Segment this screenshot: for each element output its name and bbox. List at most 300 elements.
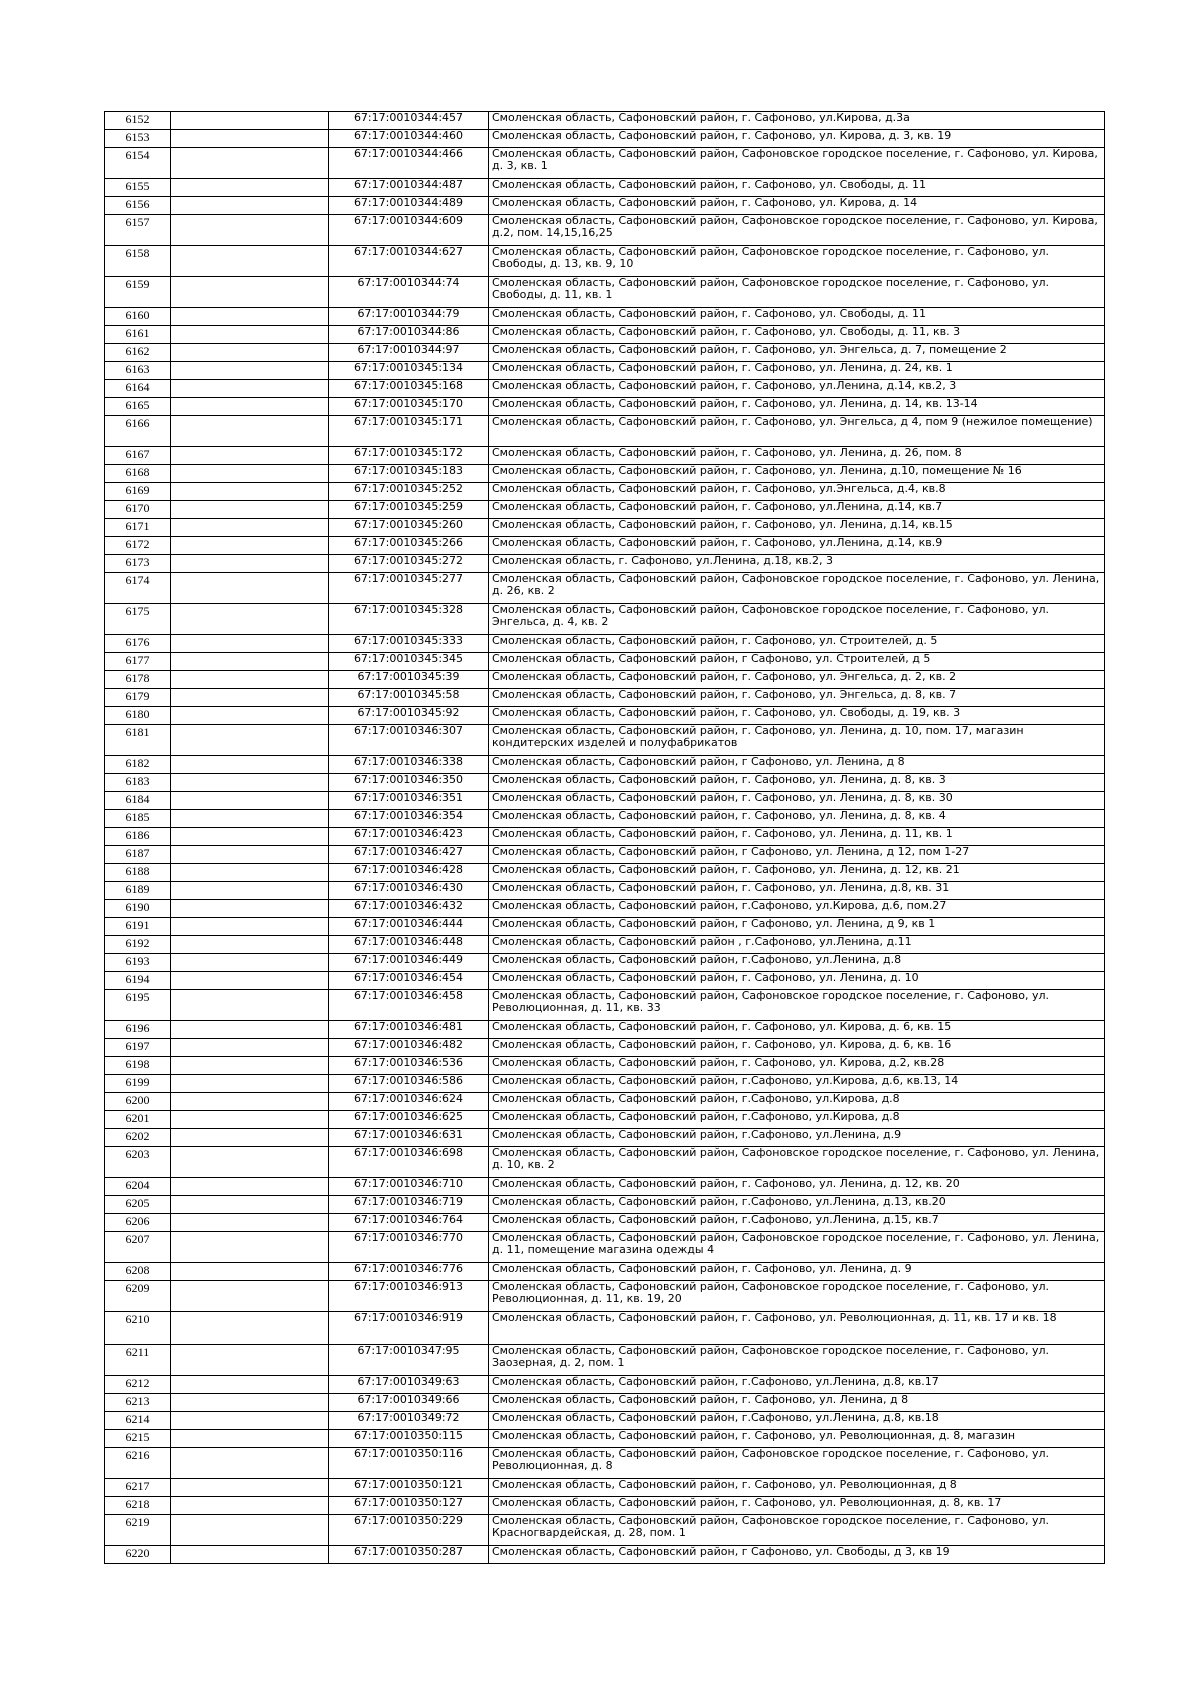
address: Смоленская область, Сафоновский район, г Сафоново, ул. Свободы, д 3, кв 19 [489,1546,1105,1564]
table-row [105,380,1105,398]
empty-cell [171,1178,329,1196]
empty-cell [171,362,329,380]
address: Смоленская область, Сафоновский район, г. Сафоново, ул.Ленина, д.14, кв.9 [489,537,1105,555]
table-row [105,954,1105,972]
table-row [105,1345,1105,1376]
table-body [105,112,1105,1564]
empty-cell [171,774,329,792]
row-number: 6209 [105,1281,171,1312]
table-row [105,1479,1105,1497]
empty-cell [171,954,329,972]
table-row [105,635,1105,653]
address: Смоленская область, Сафоновский район, г. Сафоново, ул. Кирова, д.2, кв.28 [489,1057,1105,1075]
table-row [105,1129,1105,1147]
table-row [105,197,1105,215]
empty-cell [171,1394,329,1412]
row-number: 6190 [105,900,171,918]
empty-cell [171,447,329,465]
cadastral-number: 67:17:0010346:458 [329,990,489,1021]
address: Смоленская область, Сафоновский район, г. Сафоново, ул. Ленина, д.10, помещение № 16 [489,465,1105,483]
table-row [105,1178,1105,1196]
table-row [105,1281,1105,1312]
address: Смоленская область, Сафоновский район, г. Сафоново, ул. Кирова, д. 6, кв. 15 [489,1021,1105,1039]
address: Смоленская область, Сафоновский район, г. Сафоново, ул. Энгельса, д. 8, кв. 7 [489,689,1105,707]
table-row [105,846,1105,864]
row-number: 6205 [105,1196,171,1214]
row-number: 6184 [105,792,171,810]
empty-cell [171,653,329,671]
row-number: 6185 [105,810,171,828]
address: Смоленская область, Сафоновский район, Сафоновское городское поселение, г. Сафоново, ул. Красногвардейская, д. 28, пом. 1 [489,1515,1105,1546]
cadastral-number: 67:17:0010346:764 [329,1214,489,1232]
table-row [105,148,1105,179]
empty-cell [171,792,329,810]
address: Смоленская область, Сафоновский район, Сафоновское городское поселение, г. Сафоново, ул. Заозерная, д. 2, пом. 1 [489,1345,1105,1376]
empty-cell [171,671,329,689]
row-number: 6187 [105,846,171,864]
row-number: 6188 [105,864,171,882]
table-row [105,972,1105,990]
row-number: 6215 [105,1430,171,1448]
address: Смоленская область, Сафоновский район, г. Сафоново, ул. Ленина, д. 8, кв. 30 [489,792,1105,810]
cadastral-number: 67:17:0010345:183 [329,465,489,483]
row-number: 6216 [105,1448,171,1479]
cadastral-number: 67:17:0010346:770 [329,1232,489,1263]
address: Смоленская область, Сафоновский район, г.Сафоново, ул.Кирова, д.6, пом.27 [489,900,1105,918]
row-number: 6201 [105,1111,171,1129]
empty-cell [171,1147,329,1178]
cadastral-number: 67:17:0010346:444 [329,918,489,936]
table-row [105,398,1105,416]
address: Смоленская область, Сафоновский район, г. Сафоново, ул. Ленина, д.14, кв.15 [489,519,1105,537]
row-number: 6156 [105,197,171,215]
empty-cell [171,990,329,1021]
cadastral-number: 67:17:0010349:63 [329,1376,489,1394]
cadastral-number: 67:17:0010346:427 [329,846,489,864]
row-number: 6166 [105,416,171,447]
address: Смоленская область, Сафоновский район, г.Сафоново, ул.Ленина, д.8 [489,954,1105,972]
row-number: 6176 [105,635,171,653]
cadastral-number: 67:17:0010346:698 [329,1147,489,1178]
cadastral-number: 67:17:0010344:460 [329,130,489,148]
cadastral-number: 67:17:0010346:307 [329,725,489,756]
empty-cell [171,344,329,362]
cadastral-number: 67:17:0010346:350 [329,774,489,792]
table-row [105,519,1105,537]
row-number: 6220 [105,1546,171,1564]
row-number: 6196 [105,1021,171,1039]
table-row [105,792,1105,810]
empty-cell [171,130,329,148]
address: Смоленская область, Сафоновский район, Сафоновское городское поселение, г. Сафоново, ул. Энгельса, д. 4, кв. 2 [489,604,1105,635]
table-row [105,1312,1105,1345]
address: Смоленская область, Сафоновский район, г. Сафоново, ул.Кирова, д.3а [489,112,1105,130]
row-number: 6178 [105,671,171,689]
cadastral-number: 67:17:0010345:92 [329,707,489,725]
address: Смоленская область, Сафоновский район, г. Сафоново, ул. Ленина, д.8, кв. 31 [489,882,1105,900]
row-number: 6191 [105,918,171,936]
empty-cell [171,882,329,900]
address: Смоленская область, Сафоновский район, Сафоновское городское поселение, г. Сафоново, ул. Революционная, д. 11, кв. 33 [489,990,1105,1021]
row-number: 6218 [105,1497,171,1515]
row-number: 6192 [105,936,171,954]
row-number: 6167 [105,447,171,465]
table-row [105,1376,1105,1394]
empty-cell [171,1515,329,1546]
cadastral-number: 67:17:0010345:172 [329,447,489,465]
address: Смоленская область, Сафоновский район, г. Сафоново, ул. Ленина, д. 11, кв. 1 [489,828,1105,846]
row-number: 6159 [105,277,171,308]
row-number: 6161 [105,326,171,344]
table-row [105,1232,1105,1263]
row-number: 6169 [105,483,171,501]
row-number: 6179 [105,689,171,707]
address: Смоленская область, Сафоновский район, г. Сафоново, ул. Кирова, д. 6, кв. 16 [489,1039,1105,1057]
row-number: 6213 [105,1394,171,1412]
cadastral-number: 67:17:0010346:913 [329,1281,489,1312]
row-number: 6207 [105,1232,171,1263]
table-row [105,774,1105,792]
row-number: 6204 [105,1178,171,1196]
cadastral-number: 67:17:0010350:127 [329,1497,489,1515]
cadastral-number: 67:17:0010346:710 [329,1178,489,1196]
cadastral-number: 67:17:0010345:260 [329,519,489,537]
address: Смоленская область, Сафоновский район, г. Сафоново, ул. Строителей, д. 5 [489,635,1105,653]
empty-cell [171,1129,329,1147]
empty-cell [171,1312,329,1345]
table-row [105,1214,1105,1232]
cadastral-number: 67:17:0010350:115 [329,1430,489,1448]
row-number: 6175 [105,604,171,635]
row-number: 6177 [105,653,171,671]
address: Смоленская область, Сафоновский район, г. Сафоново, ул. Ленина, д. 9 [489,1263,1105,1281]
cadastral-number: 67:17:0010345:272 [329,555,489,573]
cadastral-number: 67:17:0010346:481 [329,1021,489,1039]
empty-cell [171,936,329,954]
address: Смоленская область, Сафоновский район, г. Сафоново, ул. Ленина, д. 10, пом. 17, магазин кондитерских изделей и полуфабрикатов [489,725,1105,756]
cadastral-number: 67:17:0010350:116 [329,1448,489,1479]
cadastral-number: 67:17:0010345:266 [329,537,489,555]
empty-cell [171,246,329,277]
empty-cell [171,1281,329,1312]
cadastral-number: 67:17:0010350:287 [329,1546,489,1564]
cadastral-number: 67:17:0010345:39 [329,671,489,689]
address: Смоленская область, Сафоновский район, г. Сафоново, ул. Ленина, д. 12, кв. 21 [489,864,1105,882]
empty-cell [171,112,329,130]
table-row [105,277,1105,308]
table-row [105,1515,1105,1546]
address: Смоленская область, Сафоновский район, г Сафоново, ул. Ленина, д 9, кв 1 [489,918,1105,936]
address: Смоленская область, Сафоновский район, г. Сафоново, ул. Энгельса, д. 7, помещение 2 [489,344,1105,362]
cadastral-number: 67:17:0010346:432 [329,900,489,918]
row-number: 6210 [105,1312,171,1345]
empty-cell [171,1039,329,1057]
address: Смоленская область, Сафоновский район, г.Сафоново, ул.Кирова, д.8 [489,1111,1105,1129]
cadastral-number: 67:17:0010346:536 [329,1057,489,1075]
property-registry-table [104,111,1105,1564]
row-number: 6214 [105,1412,171,1430]
empty-cell [171,1479,329,1497]
address: Смоленская область, Сафоновский район, Сафоновское городское поселение, г. Сафоново, ул. Свободы, д. 11, кв. 1 [489,277,1105,308]
cadastral-number: 67:17:0010346:624 [329,1093,489,1111]
empty-cell [171,1196,329,1214]
empty-cell [171,197,329,215]
empty-cell [171,1093,329,1111]
table-row [105,416,1105,447]
address: Смоленская область, Сафоновский район, г. Сафоново, ул. Ленина, д. 14, кв. 13-14 [489,398,1105,416]
row-number: 6183 [105,774,171,792]
address: Смоленская область, Сафоновский район, г.Сафоново, ул.Ленина, д.15, кв.7 [489,1214,1105,1232]
empty-cell [171,689,329,707]
cadastral-number: 67:17:0010345:170 [329,398,489,416]
address: Смоленская область, Сафоновский район, г. Сафоново, ул. Энгельса, д. 2, кв. 2 [489,671,1105,689]
empty-cell [171,1111,329,1129]
address: Смоленская область, Сафоновский район, Сафоновское городское поселение, г. Сафоново, ул. Ленина, д. 26, кв. 2 [489,573,1105,604]
table-row [105,308,1105,326]
row-number: 6189 [105,882,171,900]
table-row [105,1093,1105,1111]
cadastral-number: 67:17:0010346:448 [329,936,489,954]
empty-cell [171,277,329,308]
address: Смоленская область, Сафоновский район, Сафоновское городское поселение, г. Сафоново, ул. Кирова, д. 3, кв. 1 [489,148,1105,179]
empty-cell [171,1345,329,1376]
row-number: 6153 [105,130,171,148]
row-number: 6155 [105,179,171,197]
table-row [105,483,1105,501]
row-number: 6168 [105,465,171,483]
row-number: 6172 [105,537,171,555]
table-row [105,900,1105,918]
table-row [105,810,1105,828]
row-number: 6212 [105,1376,171,1394]
table-row [105,1147,1105,1178]
empty-cell [171,918,329,936]
address: Смоленская область, Сафоновский район, г.Сафоново, ул.Ленина, д.8, кв.17 [489,1376,1105,1394]
row-number: 6157 [105,215,171,246]
address: Смоленская область, Сафоновский район, Сафоновское городское поселение, г. Сафоново, ул. Революционная, д. 11, кв. 19, 20 [489,1281,1105,1312]
table-row [105,1111,1105,1129]
table-row [105,707,1105,725]
empty-cell [171,1021,329,1039]
cadastral-number: 67:17:0010346:338 [329,756,489,774]
table-row [105,362,1105,380]
table-row [105,112,1105,130]
row-number: 6154 [105,148,171,179]
row-number: 6170 [105,501,171,519]
empty-cell [171,1376,329,1394]
row-number: 6186 [105,828,171,846]
cadastral-number: 67:17:0010344:466 [329,148,489,179]
address: Смоленская область, Сафоновский район, г. Сафоново, ул.Энгельса, д.4, кв.8 [489,483,1105,501]
empty-cell [171,573,329,604]
address: Смоленская область, Сафоновский район, г Сафоново, ул. Ленина, д 8 [489,756,1105,774]
cadastral-number: 67:17:0010344:487 [329,179,489,197]
empty-cell [171,1214,329,1232]
table-row [105,756,1105,774]
address: Смоленская область, Сафоновский район, г.Сафоново, ул.Ленина, д.9 [489,1129,1105,1147]
row-number: 6174 [105,573,171,604]
row-number: 6198 [105,1057,171,1075]
row-number: 6180 [105,707,171,725]
row-number: 6206 [105,1214,171,1232]
table-row [105,215,1105,246]
table-row [105,537,1105,555]
address: Смоленская область, Сафоновский район, г. Сафоново, ул.Ленина, д.14, кв.7 [489,501,1105,519]
address: Смоленская область, Сафоновский район, г.Сафоново, ул.Ленина, д.8, кв.18 [489,1412,1105,1430]
cadastral-number: 67:17:0010344:86 [329,326,489,344]
cadastral-number: 67:17:0010345:252 [329,483,489,501]
cadastral-number: 67:17:0010346:919 [329,1312,489,1345]
address: Смоленская область, Сафоновский район, г. Сафоново, ул. Энгельса, д 4, пом 9 (нежилое помещение) [489,416,1105,447]
cadastral-number: 67:17:0010345:259 [329,501,489,519]
row-number: 6203 [105,1147,171,1178]
address: Смоленская область, Сафоновский район, г. Сафоново, ул. Ленина, д 8 [489,1394,1105,1412]
cadastral-number: 67:17:0010345:333 [329,635,489,653]
empty-cell [171,555,329,573]
table-row [105,671,1105,689]
table-row [105,1075,1105,1093]
row-number: 6193 [105,954,171,972]
address: Смоленская область, Сафоновский район, г. Сафоново, ул. Ленина, д. 8, кв. 4 [489,810,1105,828]
empty-cell [171,326,329,344]
cadastral-number: 67:17:0010346:586 [329,1075,489,1093]
table-row [105,1412,1105,1430]
address: Смоленская область, Сафоновский район, г. Сафоново, ул. Революционная, д. 8, магазин [489,1430,1105,1448]
cadastral-number: 67:17:0010344:489 [329,197,489,215]
table-row [105,689,1105,707]
table-row [105,179,1105,197]
cadastral-number: 67:17:0010350:229 [329,1515,489,1546]
address: Смоленская область, Сафоновский район, Сафоновское городское поселение, г. Сафоново, ул. Ленина, д. 10, кв. 2 [489,1147,1105,1178]
address: Смоленская область, Сафоновский район, Сафоновское городское поселение, г. Сафоново, ул. Свободы, д. 13, кв. 9, 10 [489,246,1105,277]
table-row [105,1546,1105,1564]
empty-cell [171,828,329,846]
empty-cell [171,810,329,828]
cadastral-number: 67:17:0010347:95 [329,1345,489,1376]
address: Смоленская область, Сафоновский район, Сафоновское городское поселение, г. Сафоново, ул. Ленина, д. 11, помещение магазина одежды 4 [489,1232,1105,1263]
row-number: 6202 [105,1129,171,1147]
table-row [105,918,1105,936]
empty-cell [171,900,329,918]
empty-cell [171,398,329,416]
table-row [105,990,1105,1021]
address: Смоленская область, Сафоновский район, г. Сафоново, ул. Ленина, д. 26, пом. 8 [489,447,1105,465]
address: Смоленская область, Сафоновский район, г Сафоново, ул. Строителей, д 5 [489,653,1105,671]
address: Смоленская область, Сафоновский район, г. Сафоново, ул. Кирова, д. 3, кв. 19 [489,130,1105,148]
empty-cell [171,380,329,398]
cadastral-number: 67:17:0010349:66 [329,1394,489,1412]
address: Смоленская область, Сафоновский район, г. Сафоново, ул. Революционная, д. 8, кв. 17 [489,1497,1105,1515]
row-number: 6194 [105,972,171,990]
cadastral-number: 67:17:0010350:121 [329,1479,489,1497]
empty-cell [171,1057,329,1075]
row-number: 6211 [105,1345,171,1376]
address: Смоленская область, Сафоновский район, г. Сафоново, ул. Свободы, д. 11, кв. 3 [489,326,1105,344]
table-row [105,1497,1105,1515]
cadastral-number: 67:17:0010346:354 [329,810,489,828]
cadastral-number: 67:17:0010346:430 [329,882,489,900]
address: Смоленская область, Сафоновский район, г. Сафоново, ул. Кирова, д. 14 [489,197,1105,215]
row-number: 6152 [105,112,171,130]
row-number: 6163 [105,362,171,380]
table-row [105,1057,1105,1075]
table-row [105,246,1105,277]
empty-cell [171,537,329,555]
cadastral-number: 67:17:0010345:171 [329,416,489,447]
cadastral-number: 67:17:0010344:97 [329,344,489,362]
address: Смоленская область, Сафоновский район, г.Сафоново, ул.Кирова, д.8 [489,1093,1105,1111]
table-row [105,653,1105,671]
row-number: 6160 [105,308,171,326]
empty-cell [171,635,329,653]
cadastral-number: 67:17:0010346:631 [329,1129,489,1147]
address: Смоленская область, Сафоновский район, г. Сафоново, ул. Ленина, д. 8, кв. 3 [489,774,1105,792]
empty-cell [171,1412,329,1430]
table-row [105,882,1105,900]
cadastral-number: 67:17:0010345:328 [329,604,489,635]
row-number: 6208 [105,1263,171,1281]
empty-cell [171,501,329,519]
table-row [105,447,1105,465]
address: Смоленская область, г. Сафоново, ул.Ленина, д.18, кв.2, 3 [489,555,1105,573]
table-row [105,1263,1105,1281]
cadastral-number: 67:17:0010344:627 [329,246,489,277]
address: Смоленская область, Сафоновский район, г.Сафоново, ул.Кирова, д.6, кв.13, 14 [489,1075,1105,1093]
empty-cell [171,725,329,756]
address: Смоленская область, Сафоновский район, г. Сафоново, ул. Свободы, д. 19, кв. 3 [489,707,1105,725]
empty-cell [171,465,329,483]
empty-cell [171,215,329,246]
row-number: 6182 [105,756,171,774]
table-row [105,1430,1105,1448]
address: Смоленская область, Сафоновский район, г. Сафоново, ул. Революционная, д. 11, кв. 17 и кв. 18 [489,1312,1105,1345]
empty-cell [171,179,329,197]
table-row [105,1021,1105,1039]
cadastral-number: 67:17:0010345:58 [329,689,489,707]
table-row [105,465,1105,483]
empty-cell [171,604,329,635]
row-number: 6200 [105,1093,171,1111]
row-number: 6195 [105,990,171,1021]
empty-cell [171,1448,329,1479]
address: Смоленская область, Сафоновский район, г. Сафоново, ул. Свободы, д. 11 [489,179,1105,197]
cadastral-number: 67:17:0010344:79 [329,308,489,326]
row-number: 6197 [105,1039,171,1057]
table-row [105,501,1105,519]
table-row [105,1394,1105,1412]
table-row [105,326,1105,344]
cadastral-number: 67:17:0010346:428 [329,864,489,882]
cadastral-number: 67:17:0010345:277 [329,573,489,604]
empty-cell [171,707,329,725]
address: Смоленская область, Сафоновский район , г.Сафоново, ул.Ленина, д.11 [489,936,1105,954]
address: Смоленская область, Сафоновский район, Сафоновское городское поселение, г. Сафоново, ул. Революционная, д. 8 [489,1448,1105,1479]
cadastral-number: 67:17:0010346:625 [329,1111,489,1129]
empty-cell [171,1232,329,1263]
empty-cell [171,519,329,537]
row-number: 6165 [105,398,171,416]
cadastral-number: 67:17:0010345:168 [329,380,489,398]
address: Смоленская область, Сафоновский район, г. Сафоново, ул. Революционная, д 8 [489,1479,1105,1497]
address: Смоленская область, Сафоновский район, г.Сафоново, ул.Ленина, д.13, кв.20 [489,1196,1105,1214]
empty-cell [171,148,329,179]
table-row [105,555,1105,573]
table-row [105,725,1105,756]
empty-cell [171,1497,329,1515]
table-row [105,1448,1105,1479]
empty-cell [171,1263,329,1281]
address: Смоленская область, Сафоновский район, г. Сафоново, ул. Свободы, д. 11 [489,308,1105,326]
